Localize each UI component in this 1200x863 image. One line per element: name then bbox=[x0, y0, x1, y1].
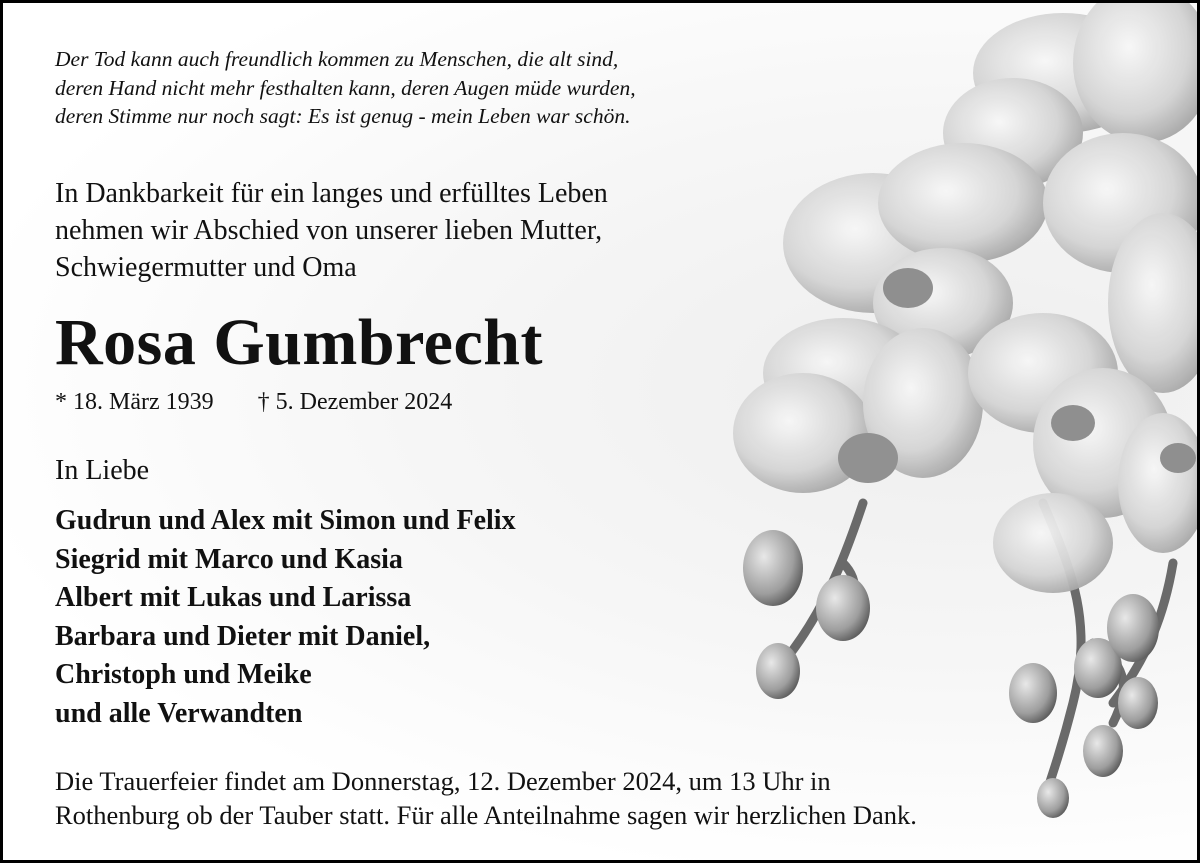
poem-line: Der Tod kann auch freundlich kommen zu Menschen, die alt sind, bbox=[55, 47, 619, 71]
orchid-flowers-image bbox=[693, 3, 1200, 863]
family-line: Barbara und Dieter mit Daniel, bbox=[55, 620, 431, 652]
intro-line: In Dankbarkeit für ein langes und erfülltes Leben bbox=[55, 178, 608, 209]
family-line: Siegrid mit Marco und Kasia bbox=[55, 543, 403, 575]
intro-line: nehmen wir Abschied von unserer lieben Mutter, bbox=[55, 215, 603, 246]
intro-text bbox=[55, 175, 608, 286]
family-line: und alle Verwandten bbox=[55, 697, 303, 729]
birth-date: * 18. März 1939 bbox=[55, 389, 214, 415]
funeral-info bbox=[55, 764, 917, 832]
family-line: Gudrun und Alex mit Simon und Felix bbox=[55, 505, 516, 536]
deceased-name: Rosa Gumbrecht bbox=[55, 306, 543, 379]
family-list bbox=[55, 502, 516, 733]
family-line: Christoph und Meike bbox=[55, 659, 312, 690]
intro-line: Schwiegermutter und Oma bbox=[55, 252, 357, 283]
in-liebe-label: In Liebe bbox=[55, 455, 150, 486]
family-line: Albert mit Lukas und Larissa bbox=[55, 582, 412, 613]
funeral-info-line: Rothenburg ob der Tauber statt. Für alle Anteilnahme sagen wir herzlichen Dank. bbox=[55, 800, 917, 830]
death-date: † 5. Dezember 2024 bbox=[257, 389, 453, 415]
poem-line: deren Hand nicht mehr festhalten kann, deren Augen müde wurden, bbox=[55, 75, 636, 100]
life-dates bbox=[55, 389, 452, 416]
funeral-info-line: Die Trauerfeier findet am Donnerstag, 12. Dezember 2024, um 13 Uhr in bbox=[55, 766, 831, 796]
poem-line: deren Stimme nur noch sagt: Es ist genug - mein Leben war schön. bbox=[55, 104, 631, 128]
poem bbox=[55, 45, 636, 131]
